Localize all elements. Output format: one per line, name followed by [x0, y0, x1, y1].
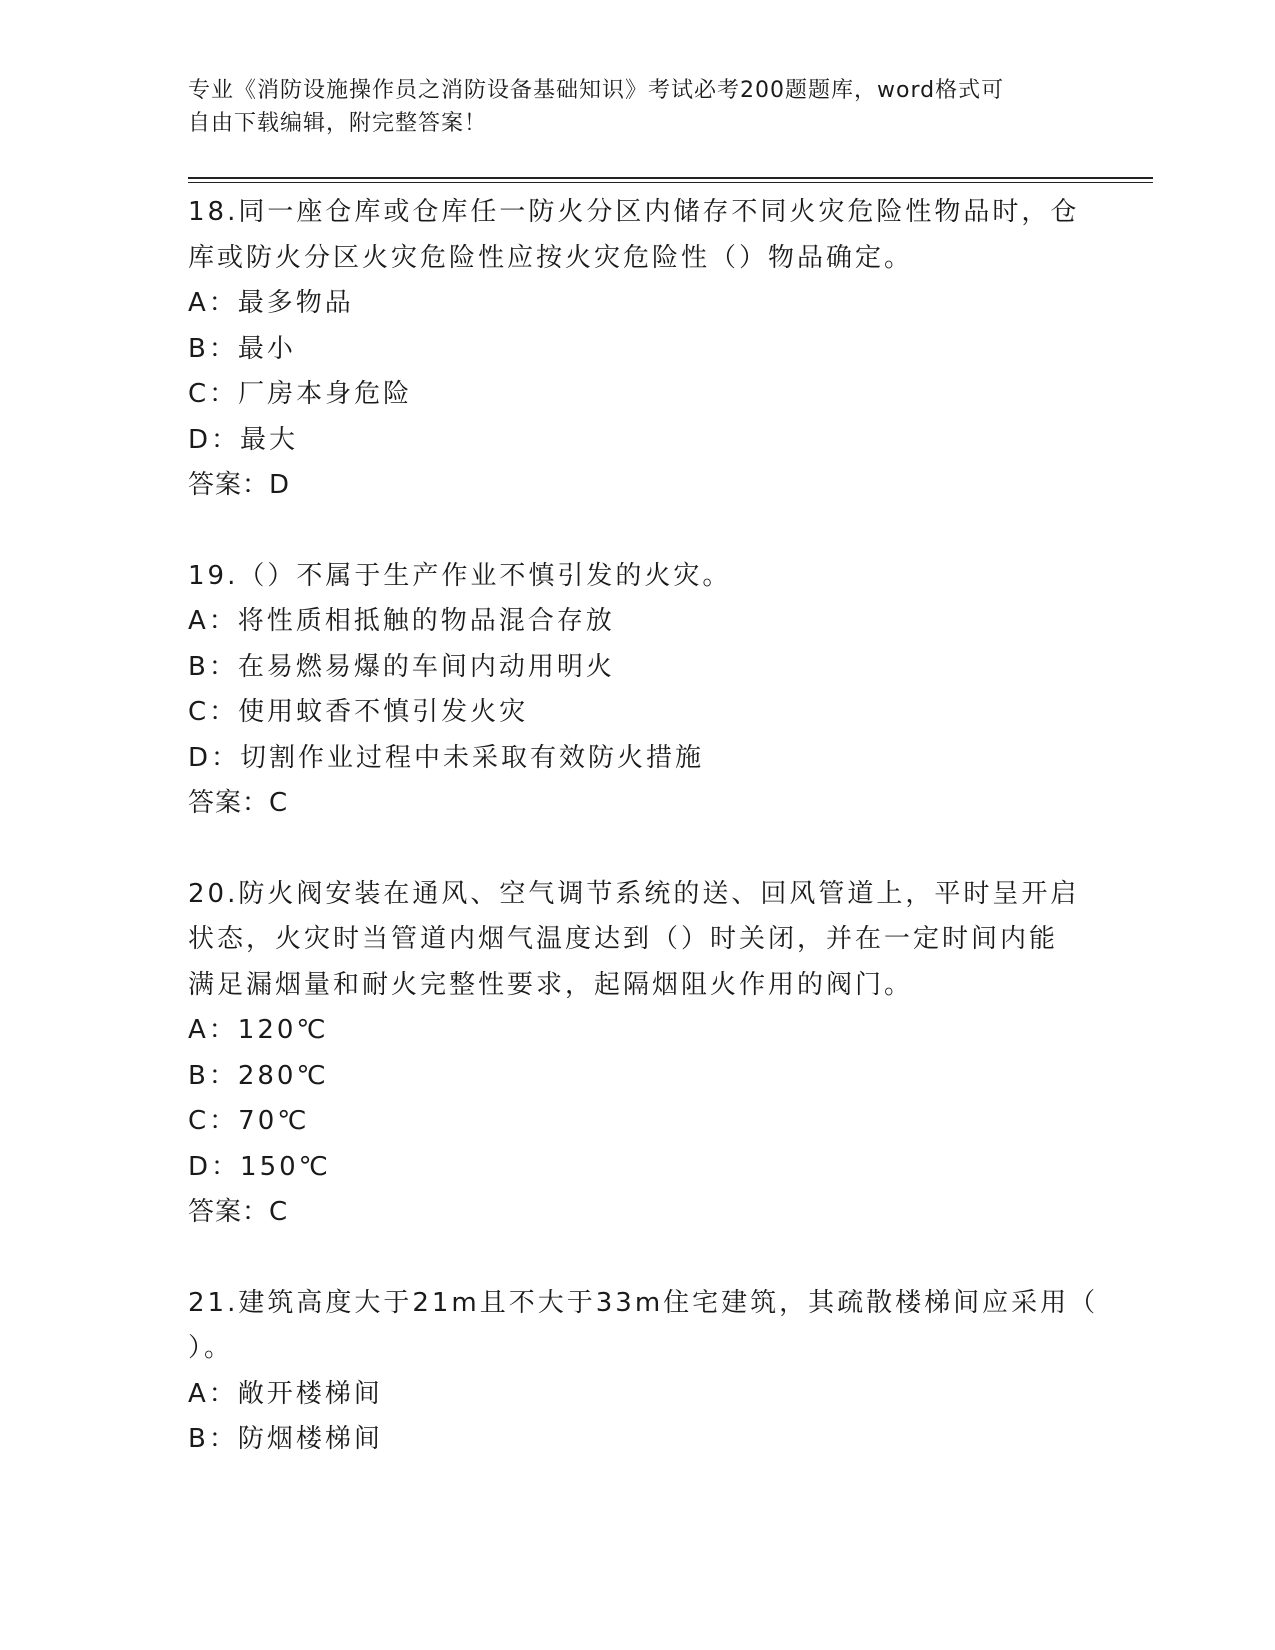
option-b: B：在易燃易爆的车间内动用明火: [188, 651, 615, 682]
option-c: C：70℃: [188, 1106, 310, 1136]
question-stem-line: 21.建筑高度大于21m且不大于33m住宅建筑，其疏散楼梯间应采用（: [188, 1287, 1099, 1318]
header-divider-thick: [188, 177, 1153, 179]
question-stem-line: 20.防火阀安装在通风、空气调节系统的送、回风管道上，平时呈开启: [188, 878, 1080, 909]
question-spacer: [188, 1236, 1088, 1281]
answer-line: 答案：D: [188, 470, 291, 500]
option-c: C：使用蚊香不慎引发火灾: [188, 697, 529, 727]
question-stem-line: 状态，火灾时当管道内烟气温度达到（）时关闭，并在一定时间内能: [188, 924, 1059, 954]
question-21: [188, 1281, 1099, 1463]
option-a: A：将性质相抵触的物品混合存放: [188, 606, 615, 636]
question-spacer: [188, 509, 1088, 554]
option-a: A：敞开楼梯间: [188, 1378, 383, 1409]
question-stem-line: 库或防火分区火灾危险性应按火灾危险性（）物品确定。: [188, 242, 914, 273]
header-divider-thin: [188, 182, 1153, 183]
question-18: [188, 190, 1088, 509]
option-b: B：最小: [188, 333, 296, 364]
option-a: A：最多物品: [188, 288, 354, 318]
answer-line: 答案：C: [188, 1197, 289, 1227]
question-stem-line: 18.同一座仓库或仓库任一防火分区内储存不同火灾危险性物品时，仓: [188, 197, 1080, 227]
question-stem-line: 19.（）不属于生产作业不慎引发的火灾。: [188, 560, 732, 591]
option-d: D：150℃: [188, 1151, 331, 1182]
question-20: [188, 872, 1088, 1236]
document-header: [188, 74, 1068, 140]
option-d: D：切割作业过程中未采取有效防火措施: [188, 742, 705, 773]
option-b: B：280℃: [188, 1060, 329, 1091]
option-a: A：120℃: [188, 1015, 329, 1045]
option-b: B：防烟楼梯间: [188, 1424, 383, 1454]
option-c: C：厂房本身危险: [188, 379, 413, 409]
question-19: [188, 554, 1088, 827]
question-stem-line: 满足漏烟量和耐火完整性要求，起隔烟阻火作用的阀门。: [188, 969, 914, 1000]
header-line-1: 专业《消防设施操作员之消防设备基础知识》考试必考200题题库，word格式可: [188, 78, 1005, 103]
question-stem-line: ）。: [188, 1333, 234, 1363]
answer-line: 答案：C: [188, 788, 289, 818]
header-line-2: 自由下载编辑，附完整答案！: [188, 111, 488, 136]
question-spacer: [188, 827, 1088, 872]
option-d: D：最大: [188, 424, 299, 455]
question-list: [188, 190, 1099, 1463]
